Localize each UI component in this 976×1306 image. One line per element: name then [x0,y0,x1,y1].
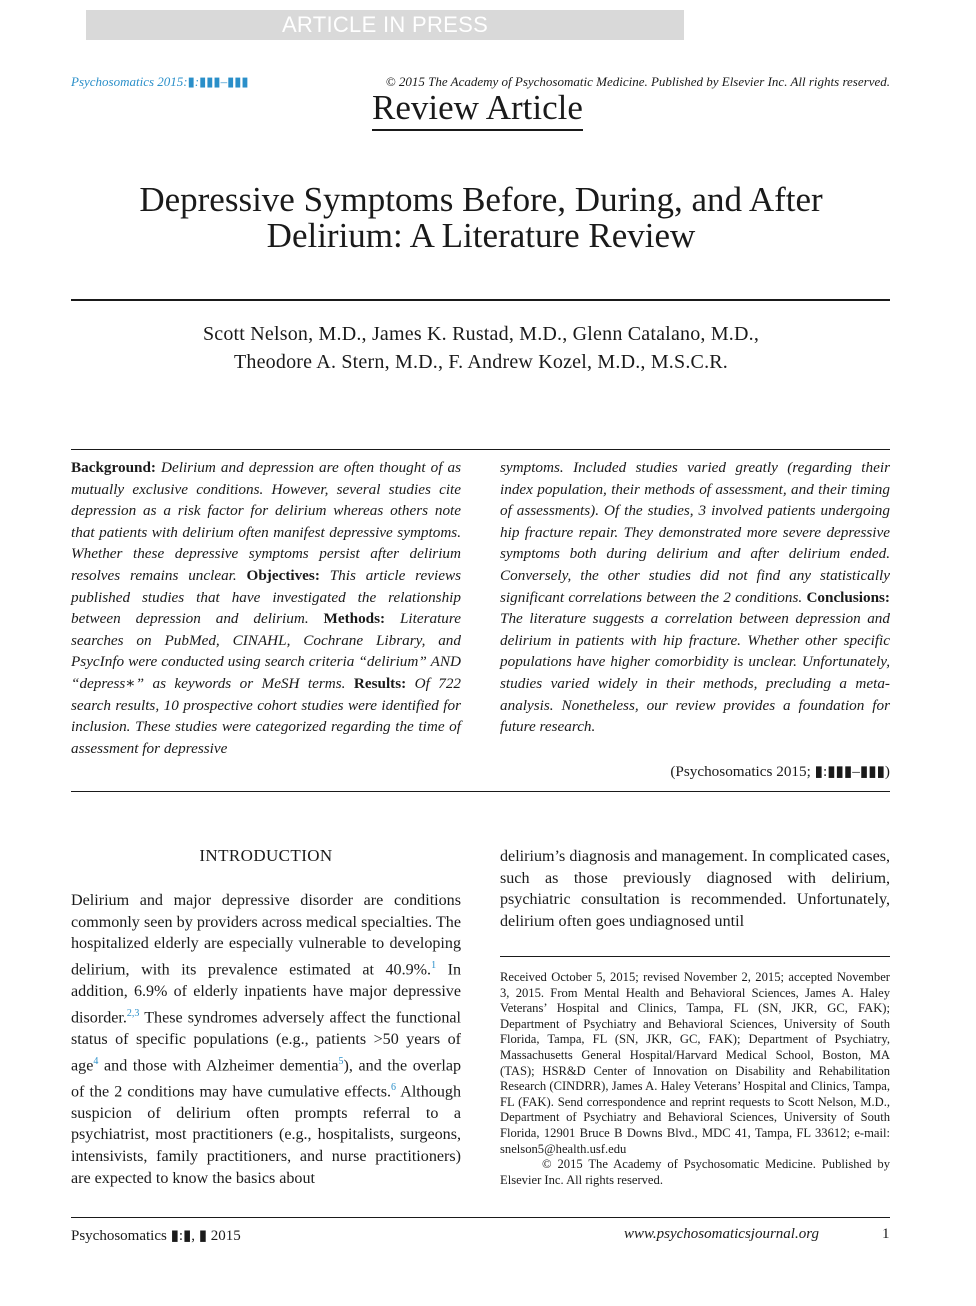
footer-divider [71,1217,890,1218]
methods-label: Methods: [323,610,386,628]
reference-link-4[interactable]: 4 [93,1055,99,1067]
author-list [71,320,891,376]
article-footnote [500,970,890,1188]
reference-link-5[interactable]: 5 [338,1055,344,1067]
article-type-heading: Review Article [372,88,583,131]
abstract-citation: (Psychosomatics 2015; ▮:▮▮▮–▮▮▮) [670,763,890,780]
footnote-divider [500,956,890,957]
article-title [71,182,891,254]
footer-journal-url[interactable]: www.psychosomaticsjournal.org [624,1226,820,1242]
introduction-column-1 [71,890,461,1190]
title-divider [71,299,890,301]
intro-text: and those with Alzheimer dementia [98,1057,339,1074]
title-line-1: Depressive Symptoms Before, During, and After [139,180,823,219]
footnote-copyright: © 2015 The Academy of Psychosomatic Medicine. Published by Elsevier Inc. All rights reserved. [500,1157,890,1187]
intro-text: Delirium and major depressive disorder are conditions commonly seen by providers across medical specialties. The hospitalized elderly are especially vulnerable to developing delirium, with its prevalence estimated at 40.9%. [71,892,461,979]
objectives-label: Objectives: [246,566,320,584]
abstract-top-divider [71,449,890,450]
intro-text: Although suspicion of delirium often prompts referral to a psychiatrist, most practitioners (e.g., hospitalists, surgeons, intensivists, family practitioners, and nurse practitioners) are expected to know the basics about [71,1083,461,1187]
methods-text: Literature searches on PubMed, CINAHL, Cochrane Library, and PsycInfo were conducted using search criteria “delirium” AND “depress∗” as keywords or MeSH terms. [71,610,461,692]
footer-journal-issue: Psychosomatics ▮:▮, ▮ 2015 [71,1228,241,1244]
objectives-text: This article reviews published studies that have investigated the relationship between depression and delirium. [71,566,461,628]
conclusions-label: Conclusions: [806,588,890,606]
abstract-bottom-divider [71,791,890,792]
results-text: Of 722 search results, 10 prospective cohort studies were identified for inclusion. These studies were categorized regarding the time of assessment for depressive [71,674,462,757]
title-line-2: Delirium: A Literature Review [266,216,696,255]
authors-line-1: Scott Nelson, M.D., James K. Rustad, M.D., Glenn Catalano, M.D., [202,323,760,345]
intro-text: ), and the overlap of the 2 conditions may have cumulative effects. [71,1057,462,1101]
conclusions-text: The literature suggests a correlation between depression and delirium in patients with hip fracture. Whether other specific populations have higher comorbidity is unclear. Unfortunately, studies varied widely in their methods, precluding a meta-analysis. Nonetheless, our review provides a foundation for future research. [500,610,890,736]
article-in-press-banner: ARTICLE IN PRESS [86,10,684,40]
footnote-received-text: Received October 5, 2015; revised November 2, 2015; accepted November 3, 2015. From Mental Health and Behavioral Sciences, James A. Haley Veterans’ Hospital and Clinics, Tampa, FL (SN, JKR, GC, FAK); Department of Psychiatry and Behavioral Sciences, University of South Florida, Tampa, FL (SN, JKR, GC, FAK); Department of Psychiatry, Massachusetts General Hospital/Harvard Medical School, Boston, MA (TAS); HSR&D Center of Innovation on Disability and Rehabilitation Research (CINDRR), James A. Haley Veterans’ Hospital and Clinics, Tampa, FL (FAK). Send correspondence and reprint requests to Scott Nelson, M.D., Department of Psychiatry and Behavioral Sciences, University of South Florida, 12901 Bruce B Downs Blvd., MDC 41, Tampa, FL 33612; e-mail: snelson5@health.usf.edu [500,970,890,1156]
results-text-continued: symptoms. Included studies varied greatly (regarding their index population, their methods of assessment, and their timing of assessments). Of the studies, 3 involved patients undergoing hip fracture repair. They demonstrated more severe depressive symptoms both during delirium and after delirium ended. Conversely, the other studies did not find any statistically significant correlations between the 2 conditions. [500,459,890,606]
abstract-column-2 [500,457,890,738]
reference-link-1[interactable]: 1 [431,960,437,972]
authors-line-2: Theodore A. Stern, M.D., F. Andrew Kozel, M.D., M.S.C.R. [233,351,729,373]
reference-link-6[interactable]: 6 [391,1081,396,1093]
introduction-column-2: delirium’s diagnosis and management. In complicated cases, such as those previously diagnosed with delirium, psychiatric consultation is recommended. Unfortunately, delirium often goes undiagnosed until [500,848,890,931]
reference-link-2-3[interactable]: 2,3 [126,1007,140,1019]
background-label: Background: [71,459,156,476]
page-number: 1 [882,1226,890,1242]
introduction-heading: INTRODUCTION [199,846,333,865]
copyright-notice: © 2015 The Academy of Psychosomatic Medicine. Published by Elsevier Inc. All rights reserved. [385,74,890,89]
intro-text: These syndromes adversely affect the functional status of specific populations (e.g., patients >50 years of age [71,1009,461,1074]
background-text: Delirium and depression are often thought of as mutually exclusive conditions. However, several studies cite depression as a risk factor for delirium whereas others note that patients with delirium often manifest depressive symptoms. Whether these depressive symptoms persist after delirium resolves remains unclear. [71,459,461,584]
intro-text: In addition, 6.9% of elderly inpatients have major depressive disorder. [71,961,462,1027]
results-label: Results: [353,674,407,692]
journal-reference-link[interactable]: Psychosomatics 2015:▮:▮▮▮–▮▮▮ [71,74,249,89]
abstract-column-1 [71,457,461,759]
